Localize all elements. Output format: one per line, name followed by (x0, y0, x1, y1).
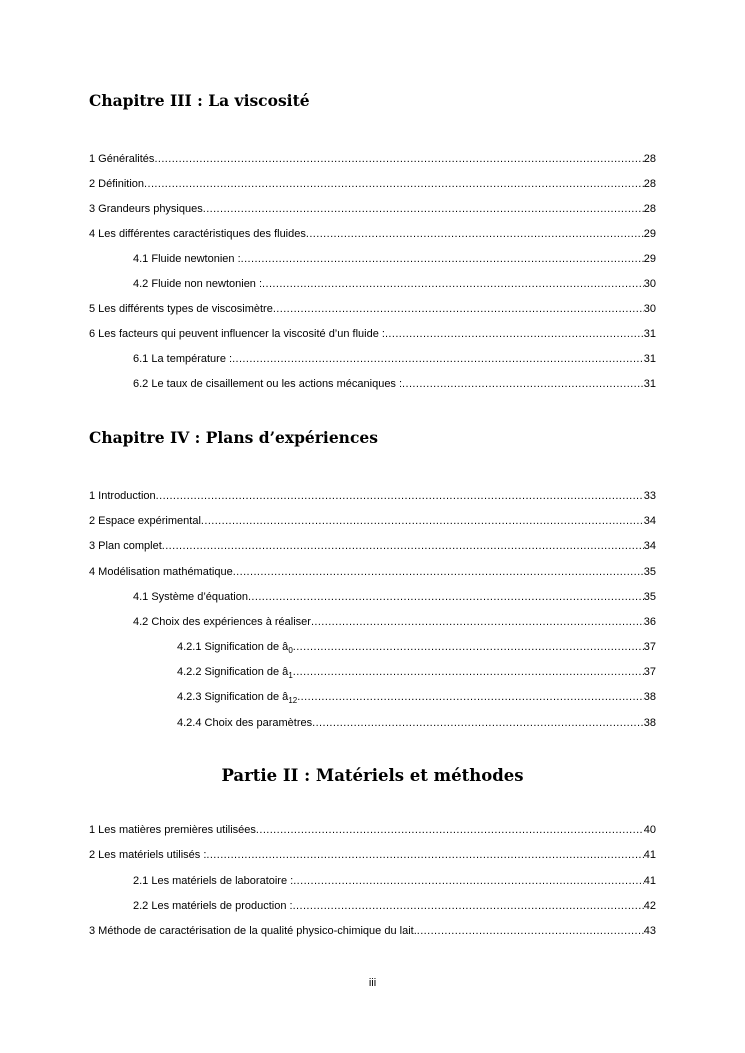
toc-subentry[interactable] (133, 590, 656, 604)
toc-entry[interactable] (89, 202, 656, 216)
toc-entry-label: 5 Les différents types de viscosimètre (89, 303, 273, 315)
toc-leader-dots (312, 716, 644, 730)
toc-page-number: 29 (643, 253, 656, 265)
toc-page-number: 28 (643, 153, 656, 165)
page-number-footer: iii (368, 977, 377, 989)
toc-page-number: 31 (643, 378, 656, 390)
toc-subsubentry[interactable] (177, 690, 656, 708)
toc-leader-dots (256, 823, 644, 837)
toc-page-number: 34 (643, 515, 656, 527)
toc-leader-dots (311, 615, 644, 629)
toc-leader-dots (273, 302, 644, 316)
toc-page-number: 31 (643, 353, 656, 365)
toc-page-number: 37 (643, 666, 656, 678)
toc-entry-label (177, 665, 293, 683)
toc-entry-label: 3 Grandeurs physiques (89, 203, 203, 215)
toc-page-number: 41 (643, 875, 656, 887)
toc-page-number: 37 (643, 641, 656, 653)
toc-leader-dots (203, 202, 644, 216)
toc-leader-dots (201, 514, 644, 528)
toc-entry-label: 4.1 Système d’équation (133, 591, 248, 603)
toc-entry-text: 4.2.2 Signification de â (177, 666, 289, 678)
toc-subsubentry[interactable] (177, 665, 656, 683)
toc-leader-dots (262, 277, 644, 291)
subscript: 1 (288, 671, 293, 681)
toc-entry-label: 4 Les différentes caractéristiques des fluides (89, 228, 306, 240)
toc-page-number: 35 (643, 591, 656, 603)
toc-leader-dots (297, 690, 644, 704)
toc-leader-dots (241, 252, 644, 266)
toc-leader-dots (293, 640, 644, 654)
toc-entry-label: 1 Les matières premières utilisées (89, 824, 256, 836)
toc-subentry[interactable] (133, 615, 656, 629)
toc-leader-dots (293, 899, 644, 913)
toc-page-number: 34 (643, 540, 656, 552)
toc-subentry[interactable] (133, 874, 656, 888)
toc-entry-label: 6.2 Le taux de cisaillement ou les actions mécaniques : (133, 378, 403, 390)
toc-page-number: 38 (643, 717, 656, 729)
toc-leader-dots (385, 327, 644, 341)
part-heading: Partie II : Matériels et méthodes (221, 766, 524, 785)
toc-subentry[interactable] (133, 277, 656, 291)
toc-entry[interactable] (89, 848, 656, 862)
toc-subentry[interactable] (133, 252, 656, 266)
toc-entry-label (177, 690, 297, 708)
toc-entry[interactable] (89, 565, 656, 579)
toc-page-number: 29 (643, 228, 656, 240)
toc-entry[interactable] (89, 177, 656, 191)
toc-page-number: 30 (643, 303, 656, 315)
toc-page-number: 40 (643, 824, 656, 836)
toc-page-number: 36 (643, 616, 656, 628)
toc-subentry[interactable] (133, 377, 656, 391)
toc-entry-label: 2 Les matériels utilisés : (89, 849, 207, 861)
toc-entry-label: 4.2 Choix des expériences à réaliser (133, 616, 311, 628)
toc-subentry[interactable] (133, 352, 656, 366)
toc-page-number: 31 (643, 328, 656, 340)
toc-entry[interactable] (89, 152, 656, 166)
toc-entry[interactable] (89, 514, 656, 528)
toc-subsubentry[interactable] (177, 640, 656, 658)
toc-entry-label: 2.2 Les matériels de production : (133, 900, 293, 912)
toc-entry-text: 4.2.3 Signification de â (177, 691, 289, 703)
toc-entry-label: 4.1 Fluide newtonien : (133, 253, 241, 265)
toc-entry-label: 4 Modélisation mathématique (89, 566, 233, 578)
toc-entry[interactable] (89, 539, 656, 553)
toc-entry[interactable] (89, 823, 656, 837)
toc-entry[interactable] (89, 327, 656, 341)
toc-entry-label: 4.2.4 Choix des paramètres (177, 717, 313, 729)
toc-leader-dots (156, 489, 644, 503)
toc-subentry[interactable] (133, 899, 656, 913)
toc-entry[interactable] (89, 227, 656, 241)
toc-entry-label: 6.1 La température : (133, 353, 233, 365)
toc-page-number: 30 (643, 278, 656, 290)
toc-leader-dots (306, 227, 644, 241)
toc-leader-dots (248, 590, 644, 604)
toc-page-number: 28 (643, 203, 656, 215)
toc-entry-label: 3 Plan complet (89, 540, 162, 552)
toc-page-number: 43 (643, 925, 656, 937)
toc-leader-dots (206, 848, 643, 862)
toc-leader-dots (144, 177, 644, 191)
toc-entry-label (177, 640, 293, 658)
toc-entry[interactable] (89, 489, 656, 503)
toc-entry-label: 2 Définition (89, 178, 145, 190)
chapter-heading: Chapitre IV : Plans d’expériences (89, 428, 378, 447)
toc-entry-label: 2.1 Les matériels de laboratoire : (133, 875, 294, 887)
toc-leader-dots (162, 539, 644, 553)
toc-entry[interactable] (89, 302, 656, 316)
toc-page-number: 42 (643, 900, 656, 912)
toc-leader-dots (154, 152, 643, 166)
toc-page-number: 33 (643, 490, 656, 502)
toc-entry-label: 6 Les facteurs qui peuvent influencer la viscosité d’un fluide : (89, 328, 385, 340)
toc-leader-dots (417, 924, 644, 938)
subscript: 0 (288, 646, 293, 656)
toc-entry-text: 4.2.1 Signification de â (177, 641, 289, 653)
toc-leader-dots (232, 352, 644, 366)
chapter-heading: Chapitre III : La viscosité (89, 91, 310, 110)
toc-page-number: 35 (643, 566, 656, 578)
toc-leader-dots (402, 377, 644, 391)
toc-entry-label: 2 Espace expérimental (89, 515, 201, 527)
toc-entry-label: 1 Introduction (89, 490, 156, 502)
toc-entry-label: 4.2 Fluide non newtonien : (133, 278, 263, 290)
toc-leader-dots (293, 874, 644, 888)
subscript: 12 (288, 696, 298, 706)
toc-subsubentry[interactable] (177, 716, 656, 730)
toc-entry-label: 3 Méthode de caractérisation de la qualité physico-chimique du lait. (89, 925, 417, 937)
toc-entry-label: 1 Généralités (89, 153, 155, 165)
toc-entry[interactable] (89, 924, 656, 938)
toc-page-number: 41 (643, 849, 656, 861)
toc-leader-dots (233, 565, 644, 579)
toc-leader-dots (293, 665, 644, 679)
toc-page-number: 38 (643, 691, 656, 703)
toc-page-number: 28 (643, 178, 656, 190)
